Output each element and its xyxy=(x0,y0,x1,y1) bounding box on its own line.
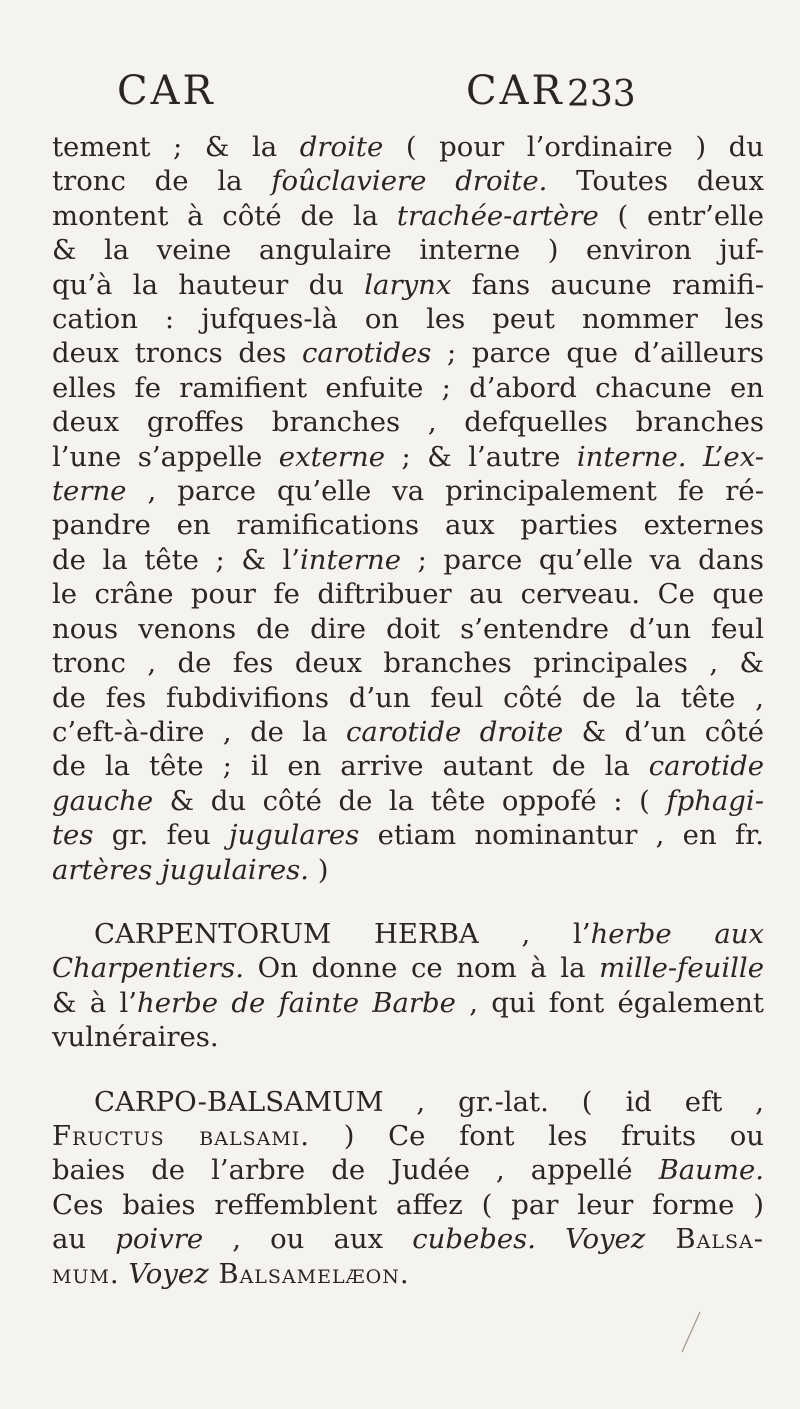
text-run: CARPENTORUM HERBA , l’ xyxy=(94,917,591,950)
italic-run: Baume. xyxy=(658,1154,764,1187)
italic-run: larynx xyxy=(364,268,452,301)
italic-run: terne xyxy=(52,475,127,508)
text-run: ( pour l’ordinaire ) du xyxy=(383,131,764,163)
text-run: ; & l’autre xyxy=(385,440,577,473)
text-run: etiam nominantur , en fr. xyxy=(359,819,765,852)
text-run: On donne ce nom à la xyxy=(244,952,600,985)
text-run: pandre en ramifications aux parties externes xyxy=(52,509,764,542)
text-line xyxy=(52,1153,764,1187)
text-run: Ces baies reffemblent affez ( par leur forme ) xyxy=(52,1188,764,1221)
text-line xyxy=(52,715,764,749)
text-line xyxy=(52,1020,764,1054)
text-run: de la tête ; & l’ xyxy=(52,543,300,576)
text-run: qu’à la hauteur du xyxy=(52,268,365,301)
text-run: montent à côté de la xyxy=(52,199,397,232)
italic-run: carotides xyxy=(302,337,432,370)
text-run: , ou aux xyxy=(203,1223,413,1256)
text-run: de la tête ; il en arrive autant de la xyxy=(52,750,649,783)
running-header xyxy=(0,68,800,128)
text-run: , parce qu’elle va principalement fe ré- xyxy=(126,475,764,508)
small-caps-run: Balsamelæon. xyxy=(208,1257,410,1290)
paragraph-gap xyxy=(52,1055,764,1085)
page-number: 233 xyxy=(567,74,636,115)
text-line xyxy=(52,302,764,336)
italic-run: externe xyxy=(278,440,386,473)
text-run: deux groffes branches , defquelles branches xyxy=(52,406,764,439)
text-run: de fes fubdivifions d’un feul côté de la tête , xyxy=(52,681,764,714)
italic-run: mille-feuille xyxy=(599,952,764,985)
italic-run: interne. L’ex- xyxy=(576,440,765,473)
text-run: CARPO-BALSAMUM , gr.-lat. ( id eft , xyxy=(94,1085,764,1118)
italic-run: trachée-artère xyxy=(396,199,599,232)
text-line xyxy=(52,371,764,405)
italic-run: jugulares xyxy=(229,819,360,852)
text-run: ; parce qu’elle va dans xyxy=(400,543,764,576)
text-run: vulnéraires. xyxy=(52,1021,219,1054)
italic-run: Voyez xyxy=(128,1257,209,1290)
text-line xyxy=(52,749,764,783)
italic-run: interne xyxy=(300,543,401,576)
text-line xyxy=(52,646,764,680)
text-run: ( entr’elle xyxy=(598,199,765,232)
text-line xyxy=(52,199,764,233)
text-run: fans aucune ramifi- xyxy=(451,268,764,301)
italic-run: carotide xyxy=(648,750,764,783)
text-line xyxy=(52,1257,764,1291)
text-run: , qui font également xyxy=(455,986,764,1019)
text-run: & du côté de la tête oppofé : ( xyxy=(153,784,667,817)
text-line xyxy=(52,1188,764,1222)
text-run: & d’un côté xyxy=(563,715,764,748)
text-line xyxy=(52,543,764,577)
text-line xyxy=(52,336,764,370)
text-run: c’eft-à-dire , de la xyxy=(52,715,347,748)
italic-run: foûclaviere droite. xyxy=(271,165,548,198)
text-run xyxy=(536,1223,565,1255)
text-run: nous venons de dire doit s’entendre d’un feul xyxy=(52,612,764,645)
small-caps-run: mum. xyxy=(52,1257,120,1290)
italic-run: artères jugulaires. xyxy=(52,853,309,886)
text-run: au xyxy=(52,1223,116,1256)
italic-run: cubebes. xyxy=(412,1223,536,1256)
text-run: le crâne pour fe diftribuer au cerveau. Ce que xyxy=(52,578,764,611)
italic-run: carotide droite xyxy=(346,715,564,748)
italic-run: gauche xyxy=(52,784,154,817)
text-run: tement ; & la xyxy=(52,131,300,163)
text-line xyxy=(52,986,764,1020)
text-line xyxy=(52,612,764,646)
text-line xyxy=(52,508,764,542)
italic-run: fphagi- xyxy=(666,784,764,817)
italic-run: Charpentiers. xyxy=(52,952,245,985)
text-line xyxy=(52,1222,764,1256)
small-caps-run: Fructus balsami. xyxy=(52,1119,311,1152)
text-run: tronc , de fes deux branches principales , & xyxy=(52,647,764,680)
text-run: ; parce que d’ailleurs xyxy=(431,337,764,370)
text-line xyxy=(52,130,764,164)
text-line xyxy=(52,474,764,508)
text-line xyxy=(52,1119,764,1153)
text-line xyxy=(52,853,764,887)
ink-stroke-mark xyxy=(676,1310,706,1355)
text-line xyxy=(52,405,764,439)
text-run: & la veine angulaire interne ) environ juf- xyxy=(52,234,764,267)
text-line xyxy=(52,917,764,951)
text-line xyxy=(52,440,764,474)
text-run: Toutes deux xyxy=(547,165,764,198)
text-run: baies de l’arbre de Judée , appellé xyxy=(52,1154,659,1187)
header-right-word: CAR xyxy=(466,68,565,114)
text-run: gr. feu xyxy=(93,819,229,852)
text-line xyxy=(52,818,764,852)
italic-run: Voyez xyxy=(565,1223,646,1256)
text-run: & à l’ xyxy=(52,986,138,1019)
italic-run: herbe de fainte Barbe xyxy=(137,986,456,1019)
text-run: l’une s’appelle xyxy=(52,440,279,473)
paragraph-gap xyxy=(52,887,764,917)
italic-run: droite xyxy=(299,131,384,163)
text-run: ) xyxy=(308,853,329,886)
text-line xyxy=(52,233,764,267)
body-text xyxy=(52,130,764,1291)
small-caps-run: Balsa- xyxy=(645,1223,765,1256)
italic-run: poivre xyxy=(115,1223,204,1256)
text-line xyxy=(52,577,764,611)
text-run: tronc de la xyxy=(52,165,272,198)
text-line xyxy=(52,951,764,985)
text-run: deux troncs des xyxy=(52,337,303,370)
text-line xyxy=(52,268,764,302)
italic-run: tes xyxy=(52,819,94,852)
text-line xyxy=(52,681,764,715)
text-run: cation : jufques-là on les peut nommer les xyxy=(52,303,764,336)
text-line xyxy=(52,1085,764,1119)
text-line xyxy=(52,784,764,818)
text-line xyxy=(52,164,764,198)
text-run: ) Ce font les fruits ou xyxy=(310,1119,764,1152)
text-run: elles fe ramifient enfuite ; d’abord chacune en xyxy=(52,371,764,404)
italic-run: herbe aux xyxy=(590,917,764,950)
header-left-word: CAR xyxy=(117,68,216,114)
